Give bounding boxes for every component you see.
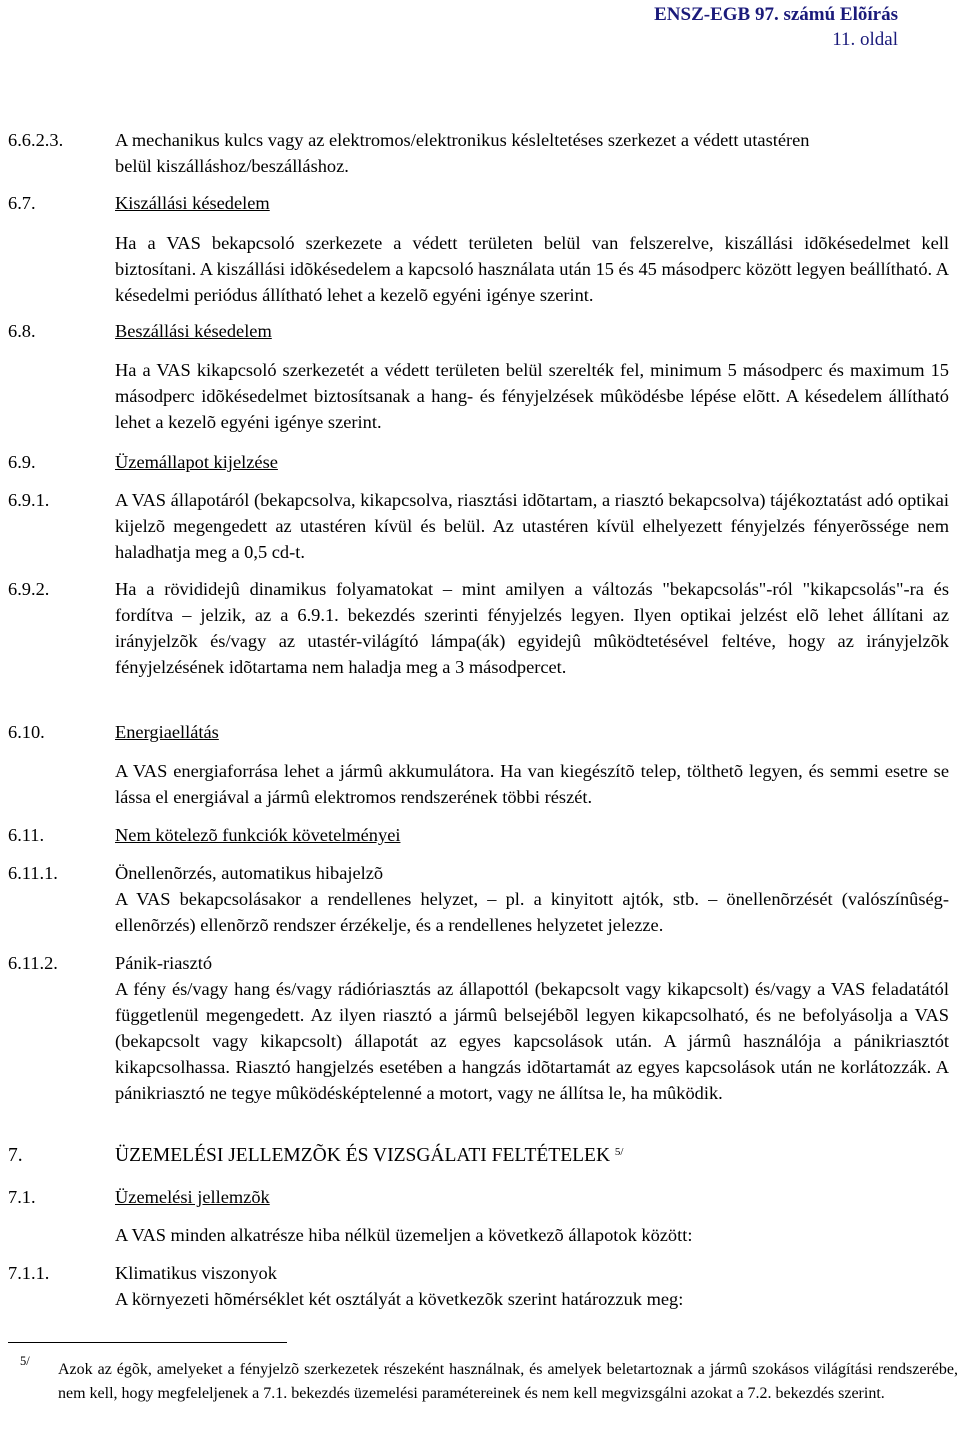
section-6-9-1-body bbox=[115, 487, 949, 565]
document-title: ENSZ-EGB 97. számú Elõírás bbox=[654, 4, 898, 25]
page-number: 11. oldal bbox=[832, 29, 898, 50]
section-7-1-1-body bbox=[115, 1286, 949, 1312]
section-6-6-2-3-body bbox=[115, 153, 949, 179]
section-number: 6.7. bbox=[8, 193, 36, 213]
footnote-separator bbox=[8, 1342, 287, 1343]
section-heading: Beszállási késedelem bbox=[115, 321, 272, 341]
section-number: 6.9.1. bbox=[8, 490, 50, 510]
footnote-mark: 5/ bbox=[20, 1354, 30, 1368]
section-7-1-body bbox=[115, 1222, 949, 1248]
paragraph: A VAS energiaforrása lehet a jármû akkumulátora. Ha van kiegészítõ telep, tölthetõ legyen, és semmi esetre se lássa el energiával a jármû elektromos rendszerének többi részét. bbox=[115, 761, 949, 807]
section-number: 6.11. bbox=[8, 825, 45, 845]
section-heading: Üzemelési jellemzõk bbox=[115, 1187, 270, 1207]
chapter-heading-text: ÜZEMELÉSI JELLEMZÕK ÉS VIZSGÁLATI FELTÉTELEK bbox=[115, 1145, 611, 1166]
section-number: 6.9.2. bbox=[8, 579, 50, 599]
section-number: 6.11.2. bbox=[8, 953, 58, 973]
section-number: 7. bbox=[8, 1145, 23, 1166]
paragraph: A VAS állapotáról (bekapcsolva, kikapcsolva, riasztási idõtartam, a riasztó bekapcsolva) tájékoztatást adó optikai kijelzõ megengedett az utastéren kívül és belül. Az utastéren kívül elhelyezett fényjelzés fényerõssége nem haladhatja meg a 0,5 cd-t. bbox=[115, 490, 949, 562]
section-heading: Kiszállási késedelem bbox=[115, 193, 270, 213]
paragraph: Ha a VAS kikapcsoló szerkezetét a védett területen belül szerelték fel, minimum 5 másodperc és maximum 15 másodperc idõkésedelmet biztosítsanak a hang- és fényjelzések mûködésbe lépése elõtt. A késedelem állítható lehet a kezelõ egyéni igénye szerint. bbox=[115, 360, 949, 432]
section-number: 7.1. bbox=[8, 1187, 36, 1207]
paragraph: Ha a rövididejû dinamikus folyamatokat – mint amilyen a változás "bekapcsolás"-ról "kikapcsolás"-ra és fordítva – jelzik, az a 6.9.1. bekezdés szerinti fényjelzés legyen. Ilyen optikai jelzést elõ lehet állítani az irányjelzõk és/vagy az utastér-világító lámpa(ák) egyidejû mûködtetésével feltéve, hogy az irányjelzõk fényjelzésének idõtartama nem haladja meg a 3 másodpercet. bbox=[115, 579, 949, 677]
section-text-line: A mechanikus kulcs vagy az elektromos/elektronikus késleltetéses szerkezet a védett utastéren bbox=[115, 130, 810, 150]
section-7 bbox=[8, 1143, 624, 1169]
paragraph: A VAS minden alkatrésze hiba nélkül üzemeljen a következõ állapotok között: bbox=[115, 1225, 693, 1245]
section-number: 6.8. bbox=[8, 321, 36, 341]
section-heading: Önellenõrzés, automatikus hibajelzõ bbox=[115, 863, 384, 883]
section-6-10-body bbox=[115, 758, 949, 810]
section-number: 6.9. bbox=[8, 452, 36, 472]
paragraph: A fény és/vagy hang és/vagy rádióriasztás az állapottól (bekapcsolt vagy kikapcsolt) és/vagy a VAS feladatától függetlenül megengedett. Az ilyen riasztó a jármû belsejébõl legyen kikapcsolható, és ne befolyásolja a VAS (bekapcsolt vagy kikapcsolt) állapotát az egyes kapcsolások után. A jármû használója a pánikriasztót kikapcsolhassa. Riasztó hangjelzés esetében a hangzás idõtartamát az egyes kapcsolások után ne korlátozzák. A pánikriasztó ne tegye mûködésképtelenné a motort, vagy ne állítsa le, ha mûködik. bbox=[115, 979, 949, 1103]
section-6-9-2-body bbox=[115, 576, 949, 680]
paragraph: Ha a VAS bekapcsoló szerkezete a védett területen belül van felszerelve, kiszállási idõkésedelmet kell biztosítani. A kiszállási idõkésedelem a kapcsoló használata után 15 és 45 másodperc között legyen beállítható. A késedelmi periódus állítható lehet a kezelõ egyéni igénye szerint. bbox=[115, 233, 949, 305]
section-number: 7.1.1. bbox=[8, 1263, 50, 1283]
section-number: 6.6.2.3. bbox=[8, 130, 64, 150]
section-heading: Energiaellátás bbox=[115, 722, 219, 742]
section-6-11-2-body bbox=[115, 976, 949, 1106]
footnote-text: Azok az égõk, amelyeket a fényjelzõ szerkezetek részeként használnak, és amelyek beletartoznak a jármû szokásos világítási rendszerébe, nem kell, hogy megfeleljenek a 7.1. bekezdés üzemelési paramétereinek és nem kell megvizsgálni azokat a 7.2. bekezdés szerint. bbox=[58, 1361, 958, 1402]
paragraph: A VAS bekapcsolásakor a rendellenes helyzet, – pl. a kinyitott ajtók, stb. – önellenõrzését (valószínûség-ellenõrzés) ellenõrzõ rendszer érzékelje, és a rendellenes helyzetet jelezze. bbox=[115, 889, 949, 935]
footnote-reference: 5/ bbox=[614, 1146, 624, 1158]
section-number: 6.11.1. bbox=[8, 863, 58, 883]
section-6-11-1-body bbox=[115, 886, 949, 938]
section-heading: Nem kötelezõ funkciók követelményei bbox=[115, 825, 401, 845]
chapter-heading bbox=[115, 1143, 623, 1169]
paragraph: belül kiszálláshoz/beszálláshoz. bbox=[115, 156, 349, 176]
section-6-7-body bbox=[115, 230, 949, 308]
section-number: 6.10. bbox=[8, 722, 45, 742]
section-heading: Klimatikus viszonyok bbox=[115, 1263, 277, 1283]
paragraph: A környezeti hõmérséklet két osztályát a következõk szerint határozzuk meg: bbox=[115, 1289, 684, 1309]
section-heading: Üzemállapot kijelzése bbox=[115, 452, 278, 472]
section-6-8-body bbox=[115, 357, 949, 435]
section-heading: Pánik-riasztó bbox=[115, 953, 213, 973]
